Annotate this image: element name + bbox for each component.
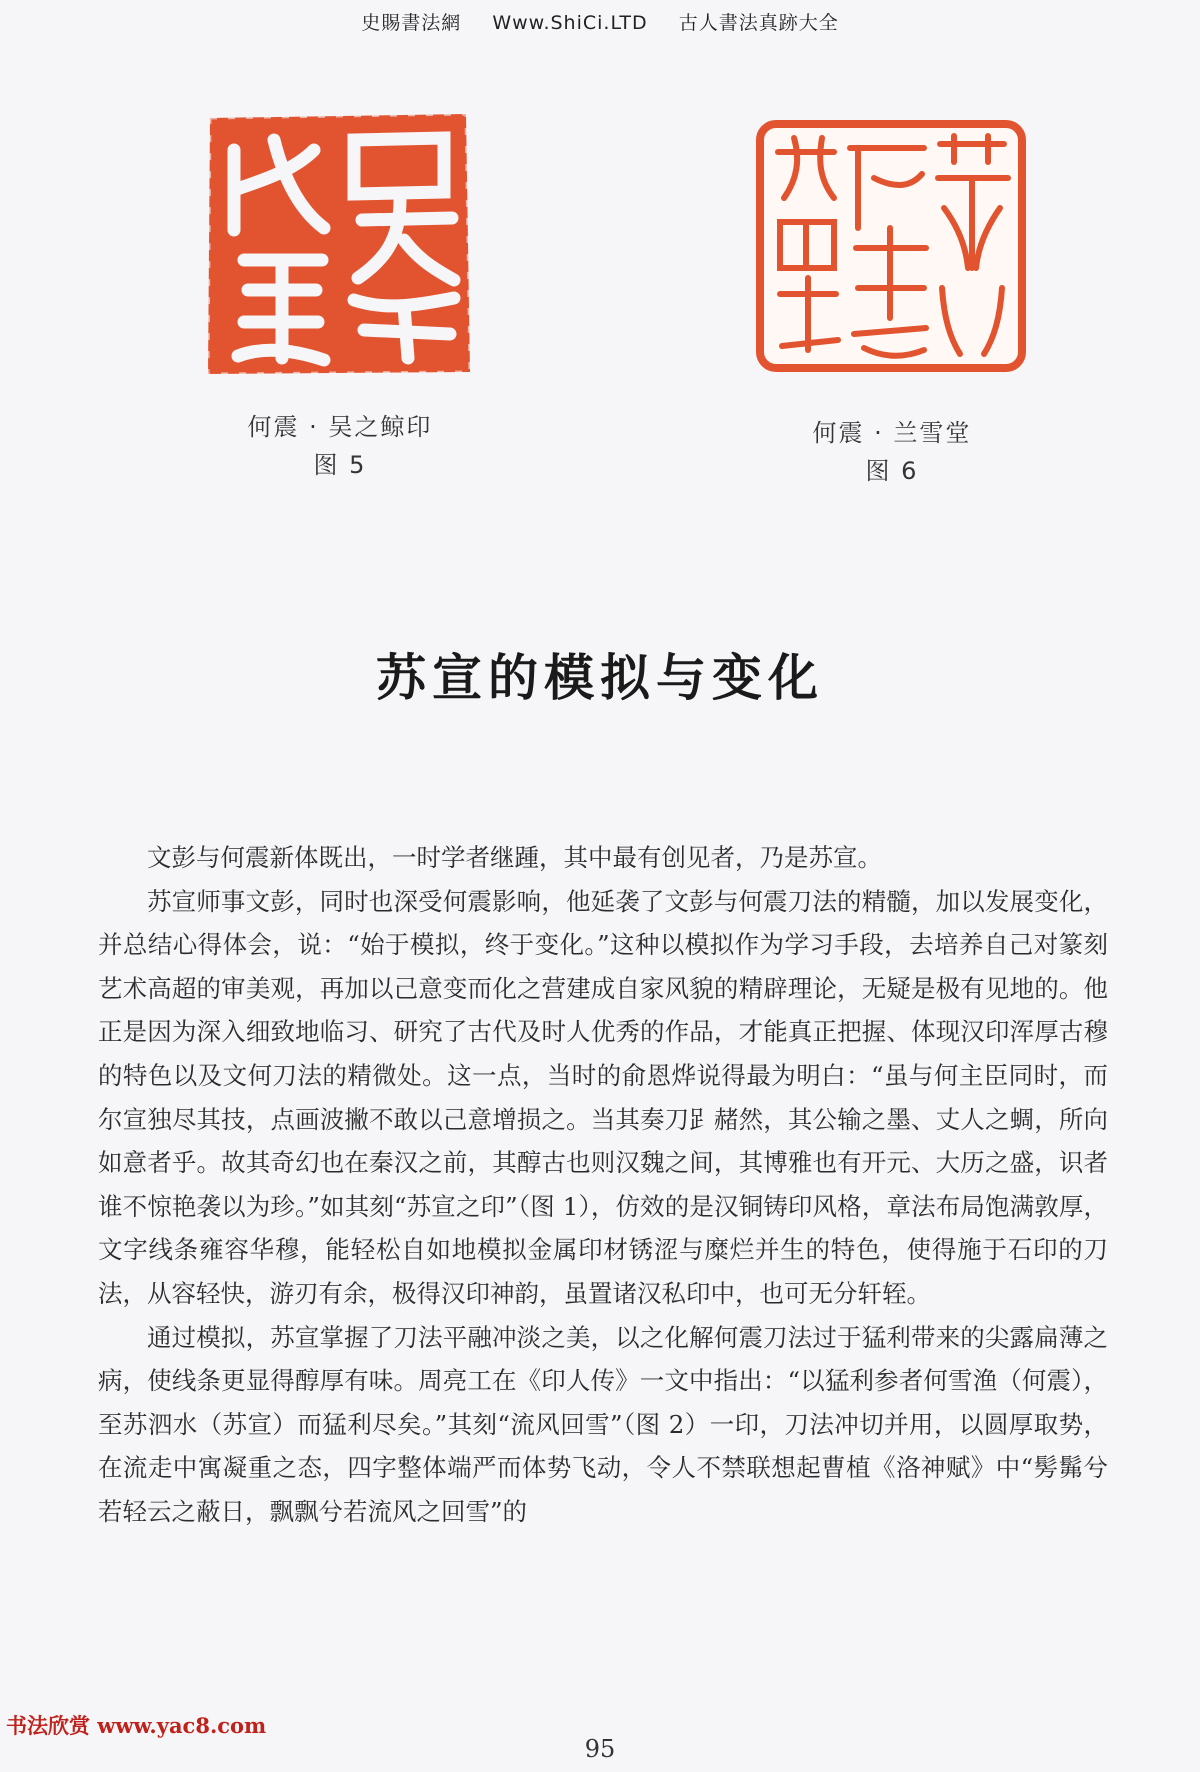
page-number: 95 bbox=[584, 1735, 616, 1763]
paragraph-1: 文彭与何震新体既出，一时学者继踵，其中最有创见者，乃是苏宣。 bbox=[147, 843, 882, 872]
paragraph-3: 通过模拟，苏宣掌握了刀法平融冲淡之美，以之化解何震刀法过于猛利带来的尖露扁薄之病，使线条更显得醇厚有味。周亮工在《印人传》一文中指出：“以猛利参者何雪渔（何震），至苏泗水（苏宣）而猛利尽矣。”其刻“流风回雪”（图 2）一印，刀法冲切并用，以圆厚取势，在流走中寓凝重之态，四字整体端严而体势飞动，令人不禁联想起曹植《洛神赋》中“髣髴兮若轻云之蔽日，飘飘兮若流风之回雪”的 bbox=[98, 1322, 1108, 1526]
figure-6-label: 图 6 bbox=[865, 457, 919, 485]
article-body bbox=[98, 836, 1108, 1534]
seal-figure-5 bbox=[204, 110, 474, 378]
site-url[interactable]: Www.ShiCi.LTD bbox=[492, 12, 648, 34]
watermark[interactable]: 书法欣赏 www.yac8.com bbox=[6, 1713, 267, 1738]
site-header bbox=[0, 8, 1200, 35]
paragraph-2: 苏宣师事文彭，同时也深受何震影响，他延袭了文彭与何震刀法的精髓，加以发展变化，并总结心得体会，说：“始于模拟，终于变化。”这种以模拟作为学习手段，去培养自己对篆刻艺术高超的审美观，再加以己意变而化之营建成自家风貌的精辟理论，无疑是极有见地的。他正是因为深入细致地临习、研究了古代及时人优秀的作品，才能真正把握、体现汉印浑厚古穆的特色以及文何刀法的精微处。这一点，当时的俞恩烨说得最为明白：“虽与何主臣同时，而尔宣独尽其技，点画波撇不敢以己意增损之。当其奏刀𧾷赭然，其公输之墨、丈人之蜩，所向如意者乎。故其奇幻也在秦汉之前，其醇古也则汉魏之间，其博雅也有开元、大历之盛，识者谁不惊艳袭以为珍。”如其刻“苏宣之印”（图 1），仿效的是汉铜铸印风格，章法布局饱满敦厚，文字线条雍容华穆，能轻松自如地模拟金属印材锈涩与糜烂并生的特色，使得施于石印的刀法，从容轻快，游刃有余，极得汉印神韵，虽置诸汉私印中，也可无分轩轾。 bbox=[98, 886, 1108, 1308]
figure-6-caption bbox=[752, 414, 1032, 490]
site-tagline: 古人書法真跡大全 bbox=[678, 12, 839, 34]
figure-6-title: 何震 · 兰雪堂 bbox=[812, 419, 972, 447]
figure-5-caption bbox=[200, 408, 480, 484]
article-title: 苏宣的模拟与变化 bbox=[376, 647, 824, 707]
seal-figure-6 bbox=[754, 118, 1028, 374]
seal-lan-xue-tang bbox=[754, 118, 1028, 374]
site-name: 史賜書法網 bbox=[361, 12, 462, 34]
figure-5-label: 图 5 bbox=[313, 451, 367, 479]
seal-wu-zhi-jing-yin bbox=[204, 110, 474, 378]
figure-5-title: 何震 · 吴之鲸印 bbox=[247, 413, 433, 441]
